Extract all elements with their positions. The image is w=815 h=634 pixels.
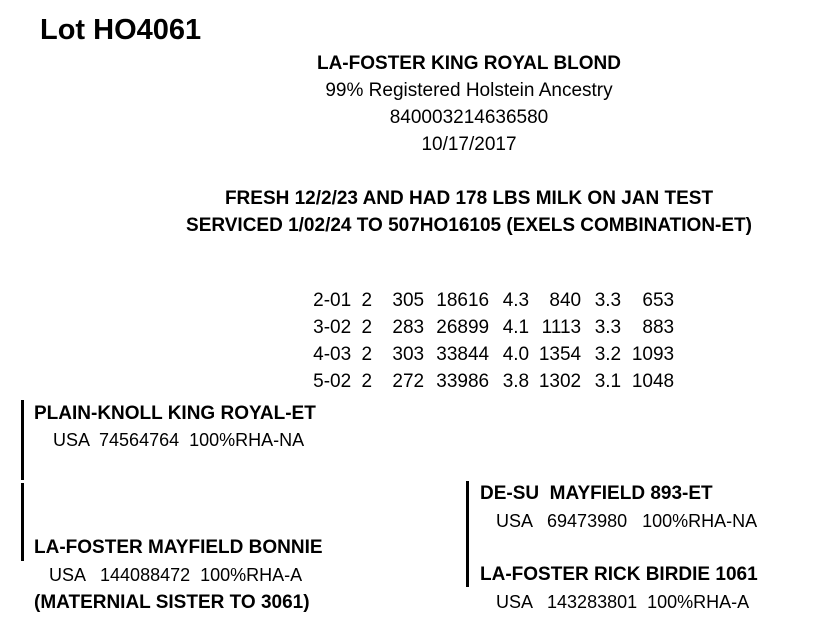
service-note: SERVICED 1/02/24 TO 507HO16105 (EXELS COMBINATION-ET) xyxy=(186,215,752,236)
record-protein: 653 xyxy=(642,290,675,311)
record-times: 2 xyxy=(361,317,373,338)
sire-registration: USA 74564764 100%RHA-NA xyxy=(53,430,305,450)
cow-id: 840003214636580 xyxy=(389,107,549,128)
cow-ancestry: 99% Registered Holstein Ancestry xyxy=(325,80,613,101)
record-fat-pct: 4.3 xyxy=(502,290,530,311)
maternal-grandsire-registration: USA 69473980 100%RHA-NA xyxy=(496,511,758,531)
record-fat: 1302 xyxy=(538,371,582,392)
record-milk: 33844 xyxy=(436,344,490,365)
record-protein-pct: 3.3 xyxy=(594,290,622,311)
record-days: 283 xyxy=(392,317,425,338)
record-protein: 1093 xyxy=(631,344,675,365)
record-days: 272 xyxy=(392,371,425,392)
record-milk: 33986 xyxy=(436,371,490,392)
pedigree-bracket-line xyxy=(21,400,24,480)
record-milk: 26899 xyxy=(436,317,490,338)
record-fat: 1113 xyxy=(541,317,582,338)
cow-birthdate: 10/17/2017 xyxy=(421,134,517,155)
record-fat: 840 xyxy=(549,290,582,311)
record-days: 303 xyxy=(392,344,425,365)
record-protein: 883 xyxy=(642,317,675,338)
record-age: 4-03 xyxy=(313,344,352,365)
record-fat-pct: 4.1 xyxy=(502,317,530,338)
maternal-granddam-registration: USA 143283801 100%RHA-A xyxy=(496,592,750,612)
maternal-grandsire-name: DE-SU MAYFIELD 893-ET xyxy=(480,483,713,504)
record-protein-pct: 3.2 xyxy=(594,344,622,365)
record-row xyxy=(292,349,674,415)
fresh-note: FRESH 12/2/23 AND HAD 178 LBS MILK ON JAN TEST xyxy=(224,188,714,209)
lot-number: Lot HO4061 xyxy=(40,14,202,46)
record-age: 3-02 xyxy=(313,317,352,338)
record-protein-pct: 3.3 xyxy=(594,317,622,338)
dam-note: (MATERNIAL SISTER TO 3061) xyxy=(34,592,310,613)
cow-name: LA-FOSTER KING ROYAL BLOND xyxy=(316,53,621,74)
record-times: 2 xyxy=(361,344,373,365)
record-times: 2 xyxy=(361,290,373,311)
record-protein: 1048 xyxy=(631,371,675,392)
pedigree-bracket-line xyxy=(21,483,24,561)
record-fat-pct: 3.8 xyxy=(502,371,530,392)
record-times: 2 xyxy=(361,371,373,392)
record-days: 305 xyxy=(392,290,425,311)
record-milk: 18616 xyxy=(436,290,490,311)
record-age: 5-02 xyxy=(313,371,352,392)
sire-name: PLAIN-KNOLL KING ROYAL-ET xyxy=(34,403,316,424)
record-fat: 1354 xyxy=(538,344,582,365)
dam-name: LA-FOSTER MAYFIELD BONNIE xyxy=(34,537,323,558)
record-protein-pct: 3.1 xyxy=(594,371,622,392)
record-age: 2-01 xyxy=(313,290,352,311)
record-fat-pct: 4.0 xyxy=(502,344,530,365)
dam-registration: USA 144088472 100%RHA-A xyxy=(49,565,303,585)
maternal-granddam-name: LA-FOSTER RICK BIRDIE 1061 xyxy=(480,564,758,585)
pedigree-bracket-line xyxy=(466,481,469,587)
